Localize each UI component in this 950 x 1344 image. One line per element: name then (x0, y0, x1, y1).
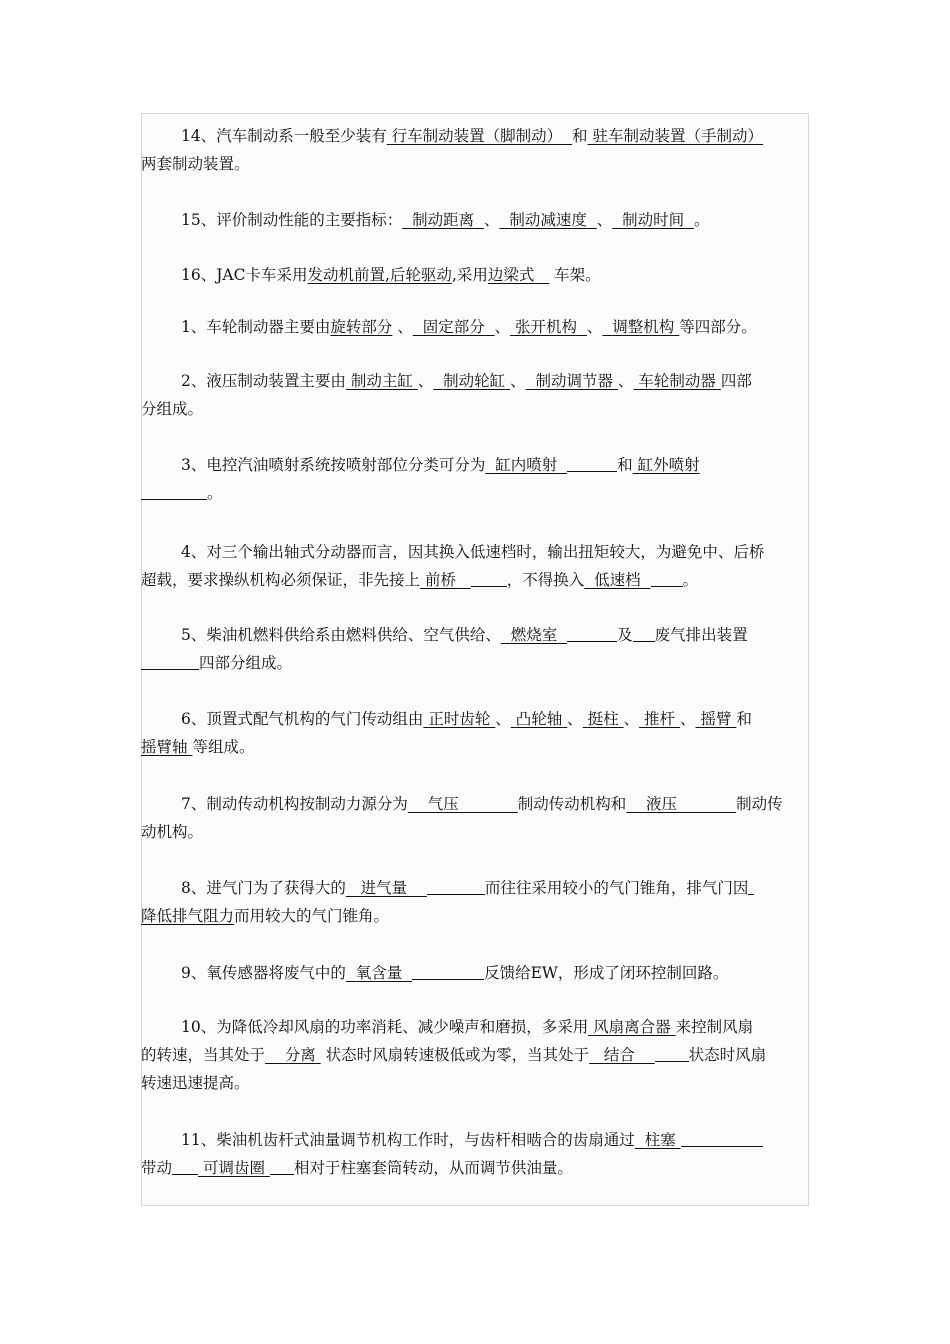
question-3 (141, 451, 807, 507)
q5-blank-2 (633, 623, 655, 642)
q6-answer-5: 摇臂 (700, 710, 732, 728)
q4-blank-1 (471, 568, 507, 587)
question-10 (141, 1013, 807, 1097)
q7-text-3: 制动传 (736, 795, 783, 813)
q7-text-1: 7、制动传动机构按制动力源分为 (181, 795, 408, 813)
q10-text-3: 的转速，当其处于 (141, 1046, 266, 1064)
q3-blank-2 (141, 481, 207, 500)
q2-text-3: 分组成。 (141, 400, 204, 418)
q15-answer-1: 制动距离 (412, 211, 475, 229)
q6-answer-3: 挺柱 (587, 710, 619, 728)
q2-sep-1: 、 (417, 372, 434, 390)
q3-blank-1 (567, 453, 617, 472)
q16-text-2: ,采用 (451, 266, 488, 284)
q4-text-1: 4、对三个输出轴式分动器而言，因其换入低速档时，输出扭矩较大，为避免中、后桥 (181, 543, 765, 561)
question-2 (141, 367, 807, 423)
question-11 (141, 1126, 807, 1182)
q1-answer-4: 调整机构 (612, 318, 675, 336)
q5-answer-1: 燃烧室 (510, 626, 558, 644)
q4-text-3: ，不得换入 (506, 571, 585, 589)
question-4 (141, 538, 807, 594)
q2-text-2: 四部 (720, 372, 752, 390)
q11-text-1: 11、柴油机齿杆式油量调节机构工作时，与齿杆相啮合的齿扇通过 (181, 1131, 635, 1149)
q5-blank-3 (141, 651, 199, 670)
q16-text-1: 16、JAC卡车采用 (181, 266, 308, 284)
q10-text-6: 转速迅速提高。 (141, 1074, 250, 1092)
q11-text-3: 相对于柱塞套筒转动，从而调节供油量。 (293, 1159, 573, 1177)
q2-answer-1: 制动主缸 (350, 372, 413, 390)
q14-text-3: 两套制动装置。 (141, 155, 250, 173)
q6-answer-4: 推杆 (644, 710, 676, 728)
q11-blank-2 (172, 1156, 198, 1175)
q2-sep-2: 、 (510, 372, 526, 390)
q1-text-end: 等四部分。 (679, 318, 757, 336)
q15-text-end: 。 (693, 211, 710, 229)
q10-answer-3: 结合 (603, 1046, 635, 1064)
q4-text-end: 。 (682, 571, 699, 589)
q16-answer-2: 边梁式 (487, 266, 535, 284)
q7-answer-1: 气压 (427, 795, 459, 813)
q7-text-2: 制动传动机构和 (517, 795, 627, 813)
q11-text-2: 带动 (141, 1159, 173, 1177)
q11-blank-3 (270, 1156, 294, 1175)
q3-text-end: 。 (207, 484, 223, 502)
q16-text-3: 车架。 (554, 266, 601, 284)
question-1 (141, 313, 807, 341)
q6-text-2: 和 (736, 710, 752, 728)
q6-sep-3: 、 (623, 710, 640, 728)
q16-answer-1: 发动机前置,后轮驱动 (307, 266, 452, 284)
q1-sep-1: 、 (397, 318, 413, 336)
q15-text-1: 15、评价制动性能的主要指标： (181, 211, 403, 229)
q2-sep-3: 、 (617, 372, 634, 390)
q8-blank-1 (427, 876, 485, 895)
q2-answer-2: 制动轮缸 (443, 372, 506, 390)
q4-answer-1: 前桥 (424, 571, 456, 589)
q1-answer-1: 旋转部分 (330, 318, 393, 336)
q5-text-2: 及 (617, 626, 633, 644)
q1-sep-2: 、 (494, 318, 511, 336)
q14-text-2: 和 (572, 127, 588, 145)
q6-text-3: 等组成。 (192, 738, 255, 756)
q11-blank-1 (681, 1128, 763, 1147)
q1-answer-3: 张开机构 (515, 318, 578, 336)
question-9 (141, 959, 807, 987)
q8-blank-2 (748, 876, 754, 895)
question-16 (141, 261, 807, 289)
q8-answer-1: 进气量 (360, 879, 408, 897)
q11-answer-1: 柱塞 (644, 1131, 676, 1149)
q9-text-2: 反馈给EW，形成了闭环控制回路。 (484, 964, 729, 982)
q15-answer-2: 制动减速度 (509, 211, 587, 229)
question-14 (141, 122, 807, 178)
question-15 (141, 206, 807, 234)
q6-answer-6: 摇臂轴 (141, 738, 188, 756)
q6-sep-1: 、 (495, 710, 511, 728)
question-6 (141, 705, 807, 761)
q4-blank-2 (651, 568, 683, 587)
question-8 (141, 874, 807, 930)
q10-answer-2: 分离 (284, 1046, 316, 1064)
q10-blank-1 (655, 1043, 689, 1062)
q7-text-4: 动机构。 (141, 823, 204, 841)
q10-answer-1: 风扇离合器 (593, 1018, 671, 1036)
q3-answer-2: 缸外喷射 (637, 456, 700, 474)
q14-text-1: 14、汽车制动系一般至少装有 (181, 127, 387, 145)
q14-answer-1: 行车制动装置（脚制动） (391, 127, 563, 145)
q5-answer-2: 废气排出装置 (654, 626, 748, 644)
q5-text-3: 四部分组成。 (199, 654, 293, 672)
q10-text-5: 状态时风扇 (688, 1046, 767, 1064)
q15-answer-3: 制动时间 (622, 211, 685, 229)
q3-answer-1: 缸内喷射 (495, 456, 558, 474)
q4-answer-2: 低速档 (594, 571, 641, 589)
q7-answer-2: 液压 (645, 795, 677, 813)
question-5 (141, 621, 807, 677)
q8-text-2: 而往往采用较小的气门锥角，排气门因 (484, 879, 749, 897)
q9-blank-1 (412, 961, 484, 980)
q2-text-1: 2、液压制动装置主要由 (181, 372, 346, 390)
q5-text-1: 5、柴油机燃料供给系由燃料供给、空气供给、 (181, 626, 501, 644)
q8-text-1: 8、进气门为了获得大的 (181, 879, 346, 897)
q6-sep-4: 、 (679, 710, 696, 728)
q3-text-1: 3、电控汽油喷射系统按喷射部位分类可分为 (181, 456, 486, 474)
q5-blank-1 (567, 623, 617, 642)
q15-sep-1: 、 (483, 211, 500, 229)
q8-answer-2: 降低排气阻力 (141, 907, 235, 925)
q15-sep-2: 、 (596, 211, 613, 229)
q1-answer-2: 固定部分 (422, 318, 485, 336)
q6-sep-2: 、 (567, 710, 583, 728)
q6-answer-1: 正时齿轮 (428, 710, 491, 728)
q3-text-2: 和 (617, 456, 633, 474)
q2-answer-4: 车轮制动器 (638, 372, 716, 390)
q8-text-3: 而用较大的气门锥角。 (234, 907, 390, 925)
q11-answer-2: 可调齿圈 (202, 1159, 265, 1177)
q6-answer-2: 凸轮轴 (515, 710, 563, 728)
q2-answer-3: 制动调节器 (535, 372, 613, 390)
q1-sep-3: 、 (586, 318, 603, 336)
q10-text-2: 来控制风扇 (675, 1018, 754, 1036)
q9-text-1: 9、氧传感器将废气中的 (181, 964, 346, 982)
q14-answer-2: 驻车制动装置（手制动） (592, 127, 764, 145)
question-7 (141, 790, 807, 846)
q4-text-2: 超载，要求操纵机构必须保证，非先接上 (141, 571, 421, 589)
q10-text-1: 10、为降低冷却风扇的功率消耗、减少噪声和磨损，多采用 (181, 1018, 589, 1036)
q10-text-4: 状态时风扇转速极低或为零，当其处于 (325, 1046, 590, 1064)
q9-answer-1: 氧含量 (355, 964, 403, 982)
q6-text-1: 6、顶置式配气机构的气门传动组由 (181, 710, 424, 728)
q1-text-1: 1、车轮制动器主要由 (181, 318, 331, 336)
